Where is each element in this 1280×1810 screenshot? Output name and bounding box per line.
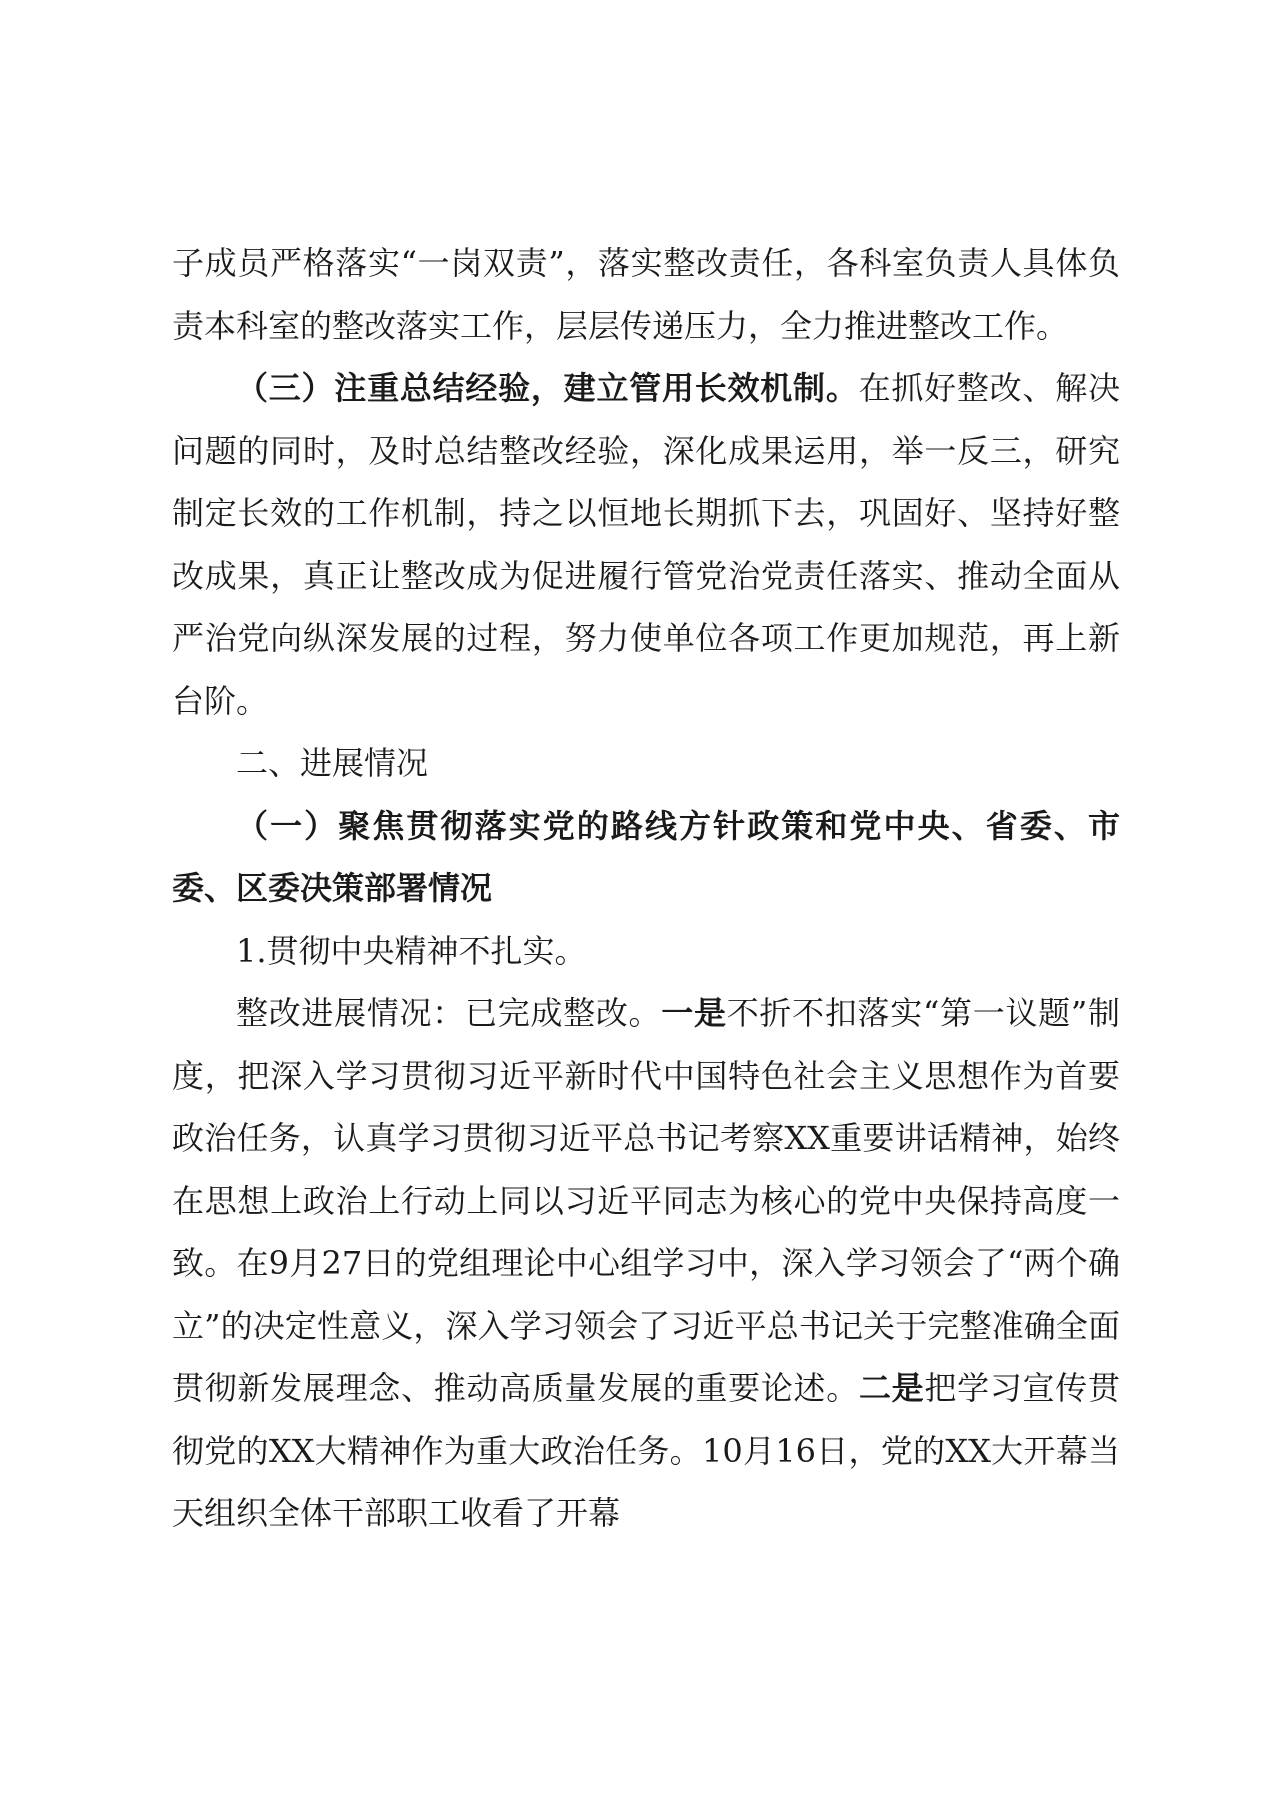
list-item-one: 1.贯彻中央精神不扎实。 <box>236 931 587 970</box>
paragraph-progress-status <box>172 982 1120 1545</box>
section-lead-three: （三）注重总结经验，建立管用长效机制。 <box>236 369 859 407</box>
paragraph-text: 不折不扣落实“第一议题”制度，把深入学习贯彻习近平新时代中国特色社会主义思想作为首要政治任务，认真学习贯彻习近平总书记考察XX重要讲话精神，始终在思想上政治上行动上同以习近平同志为核心的党中央保持高度一致。在9月27日的党组理论中心组学习中，深入学习领会了“两个确立”的决定性意义，深入学习领会了习近平总书记关于完整准确全面贯彻新发展理念、推动高质量发展的重要论述。 <box>172 994 1120 1407</box>
section-heading-progress: 二、进展情况 <box>236 744 429 782</box>
paragraph-responsibility: 子成员严格落实“一岗双责”，落实整改责任，各科室负责人具体负责本科室的整改落实工作，层层传递压力，全力推进整改工作。 <box>172 244 1120 345</box>
point-first-label: 一是 <box>661 994 727 1032</box>
paragraph-text: 整改进展情况：已完成整改。 <box>236 994 662 1032</box>
document-body <box>172 232 1120 1545</box>
subsection-heading-one: （一）聚焦贯彻落实党的路线方针政策和党中央、省委、市委、区委决策部署情况 <box>172 806 1120 907</box>
paragraph-text: 在抓好整改、解决问题的同时，及时总结整改经验，深化成果运用，举一反三，研究制定长效的工作机制，持之以恒地长期抓下去，巩固好、坚持好整改成果，真正让整改成为促进履行管党治党责任落实、推动全面从严治党向纵深发展的过程，努力使单位各项工作更加规范，再上新台阶。 <box>172 369 1120 720</box>
point-second-label: 二是 <box>858 1369 925 1407</box>
paragraph-long-term-mechanism <box>172 357 1120 732</box>
paragraph-text: 把学习宣传贯彻党的XX大精神作为重大政治任务。10月16日，党的XX大开幕当天组织全体干部职工收看了开幕 <box>172 1369 1120 1532</box>
